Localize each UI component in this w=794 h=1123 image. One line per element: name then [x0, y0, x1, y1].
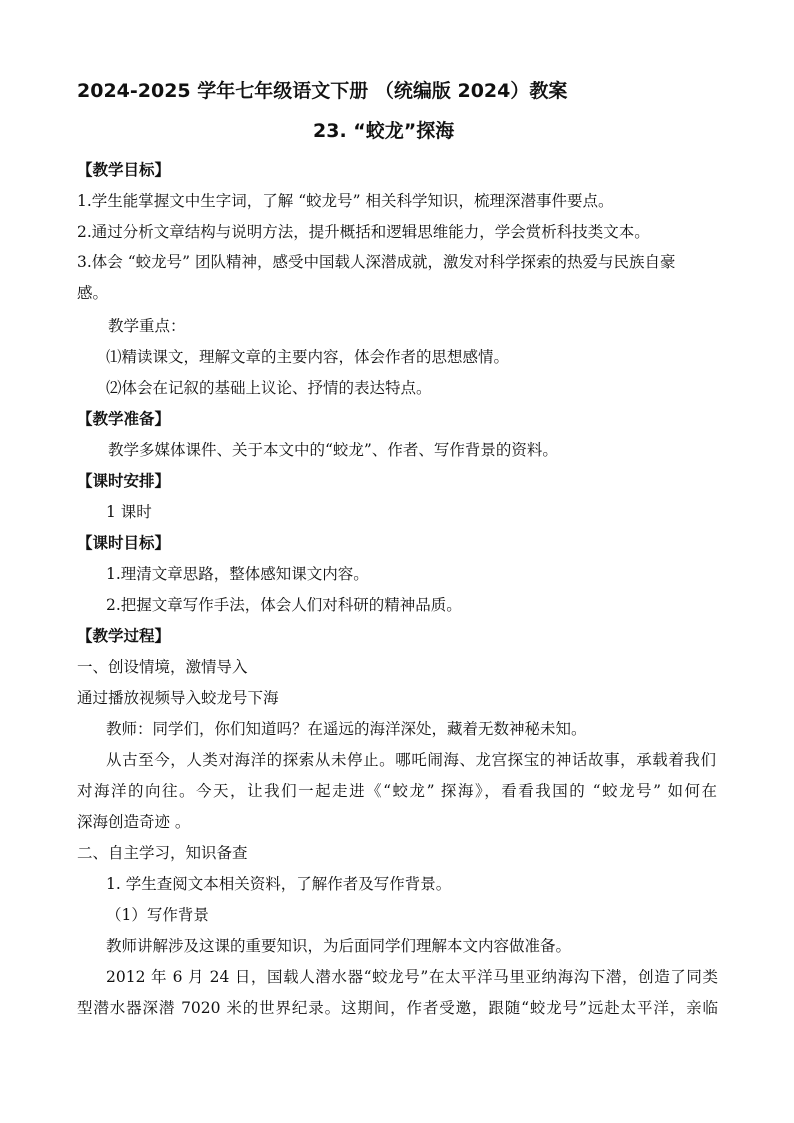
section2-item-1: 1. 学生查阅文本相关资料，了解作者及写作背景。	[106, 875, 452, 893]
objective-item-2: 2.通过分析文章结构与说明方法，提升概括和逻辑思维能力，学会赏析科技类文本。	[77, 223, 650, 241]
background-line-1: 2012 年 6 月 24 日，国载人潜水器“蛟龙号”在太平洋马里亚纳海沟下潜，创造了同类	[106, 968, 718, 986]
document-title: 2024-2025 学年七年级语文下册 （统编版 2024）教案	[77, 80, 568, 102]
section2-title: 二、自主学习，知识备查	[77, 844, 248, 862]
process-heading: 【教学过程】	[77, 627, 171, 645]
objective-item-3-continued: 感。	[77, 284, 109, 302]
objective-item-1: 1.学生能掌握文中生字词，了解 “蛟龙号” 相关科学知识，梳理深潜事件要点。	[77, 192, 614, 210]
section2-teacher-note: 教师讲解涉及这课的重要知识，为后面同学们理解本文内容做准备。	[106, 937, 572, 955]
key-points-label: 教学重点：	[108, 317, 186, 335]
key-point-1: ⑴精读课文，理解文章的主要内容，体会作者的思想感情。	[106, 348, 510, 366]
objective-item-3: 3.体会 “蛟龙号” 团队精神，感受中国载人深潜成就，激发对科学探索的热爱与民族自豪	[77, 253, 676, 271]
key-point-2: ⑵体会在记叙的基础上议论、抒情的表达特点。	[106, 379, 432, 397]
section1-line-1: 教师：同学们，你们知道吗？在遥远的海洋深处，藏着无数神秘未知。	[106, 720, 587, 738]
section1-title: 一、创设情境，激情导入	[77, 658, 248, 676]
objectives-heading: 【教学目标】	[77, 161, 171, 179]
schedule-text: 1 课时	[106, 503, 152, 521]
preparation-text: 教学多媒体课件、关于本文中的“蛟龙”、作者、写作背景的资料。	[108, 441, 558, 459]
background-line-2: 型潜水器深潜 7020 米的世界纪录。这期间，作者受邀，跟随“蛟龙号”远赴太平洋，亲临	[77, 999, 718, 1017]
section1-subtitle: 通过播放视频导入蛟龙号下海	[77, 689, 279, 707]
schedule-heading: 【课时安排】	[77, 472, 171, 490]
section1-line-2: 从古至今，人类对海洋的探索从未停止。哪吒闹海、龙宫探宝的神话故事，承载着我们	[106, 751, 716, 769]
preparation-heading: 【教学准备】	[77, 410, 171, 428]
section1-line-4: 深海创造奇迹 。	[77, 813, 191, 831]
period-goal-1: 1.理清文章思路，整体感知课文内容。	[106, 565, 369, 583]
period-goal-2: 2.把握文章写作手法，体会人们对科研的精神品质。	[106, 596, 462, 614]
lesson-title: 23. “蛟龙”探海	[313, 120, 455, 142]
period-goals-heading: 【课时目标】	[77, 534, 171, 552]
section1-line-3: 对海洋的向往。今天，让我们一起走进《“蛟龙” 探海》，看看我国的 “蛟龙号” 如何在	[77, 782, 717, 800]
section2-subheading: （1）写作背景	[106, 906, 209, 924]
